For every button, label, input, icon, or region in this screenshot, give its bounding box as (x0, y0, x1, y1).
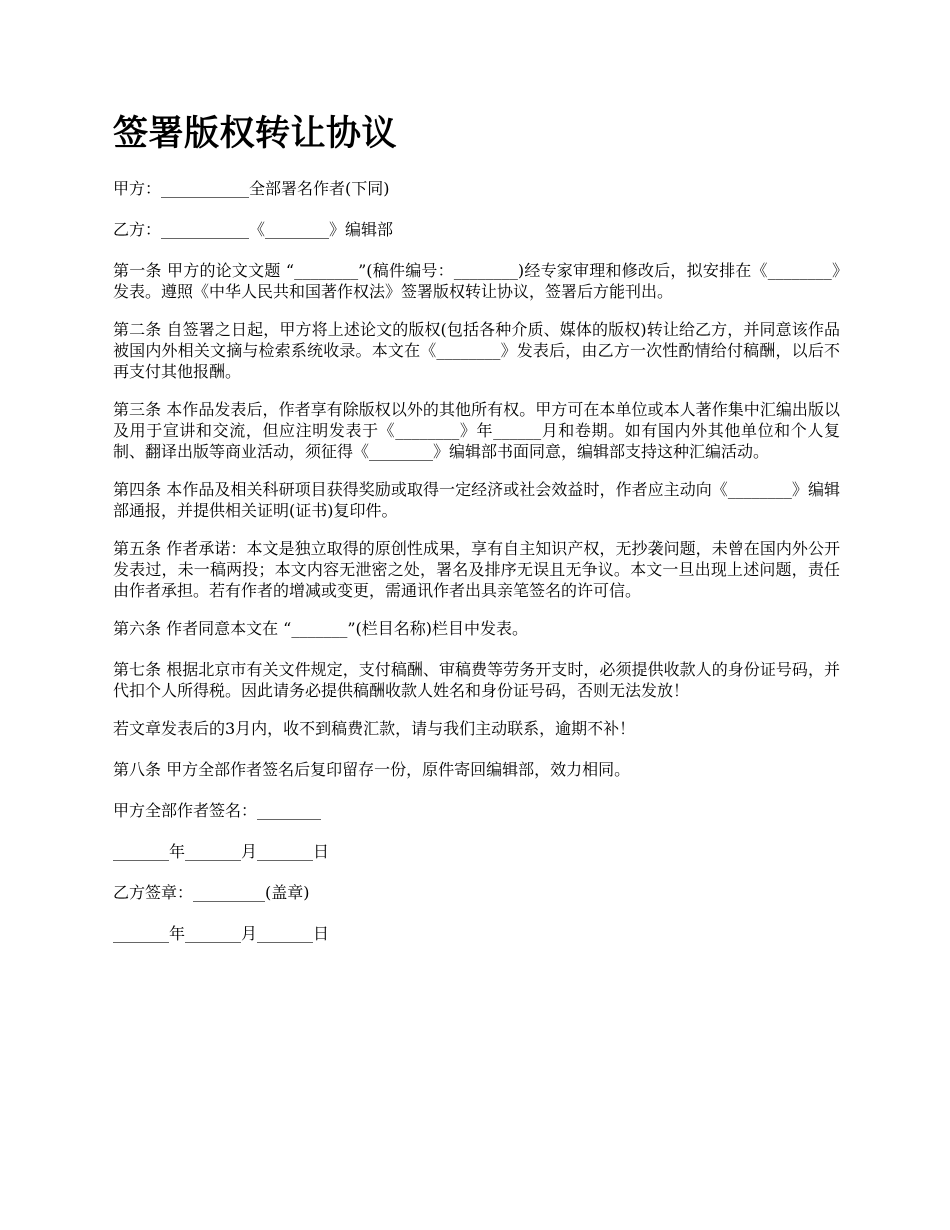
party-b-line: 乙方：___________《________》编辑部 (113, 220, 394, 239)
document-title: 签署版权转让协议 (113, 114, 398, 154)
article-4: 第四条 本作品及相关科研项目获得奖励或取得一定经济或社会效益时，作者应主动向《________》编辑部通报，并提供相关证明(证书)复印件。 (113, 480, 840, 520)
article-8: 第八条 甲方全部作者签名后复印留存一份，原件寄回编辑部，效力相同。 (113, 760, 631, 779)
article-6: 第六条 作者同意本文在 “_______”(栏目名称)栏目中发表。 (113, 619, 529, 638)
article-1: 第一条 甲方的论文文题 “________”(稿件编号：________)经专家审理和修改后，拟安排在《________》发表。遵照《中华人民共和国著作权法》签署版权转让协议，签署后方能刊出。 (113, 261, 840, 301)
document-page (113, 108, 840, 964)
party-a-line: 甲方：___________全部署名作者(下同) (113, 179, 390, 198)
article-2: 第二条 自签署之日起，甲方将上述论文的版权(包括各种介质、媒体的版权)转让给乙方，并同意该作品被国内外相关文摘与检索系统收录。本文在《________》发表后，由乙方一次性酌情给付稿酬，以后不再支付其他报酬。 (113, 320, 840, 381)
party-a-signature-line: 甲方全部作者签名：________ (113, 801, 322, 820)
party-b-date-line: _______年_______月_______日 (113, 924, 330, 943)
party-b-seal-line: 乙方签章：_________(盖章) (113, 883, 310, 902)
article-5: 第五条 作者承诺：本文是独立取得的原创性成果，享有自主知识产权，无抄袭问题，未曾在国内外公开发表过，未一稿两投；本文内容无泄密之处，署名及排序无误且无争议。本文一旦出现上述问题，责任由作者承担。若有作者的增减或变更，需通讯作者出具亲笔签名的许可信。 (113, 539, 840, 600)
party-a-date-line: _______年_______月_______日 (113, 842, 330, 861)
article-3: 第三条 本作品发表后，作者享有除版权以外的其他所有权。甲方可在本单位或本人著作集中汇编出版以及用于宣讲和交流，但应注明发表于《________》年______月和卷期。如有国内外其他单位和个人复制、翻译出版等商业活动，须征得《________》编辑部书面同意，编辑部支持这种汇编活动。 (113, 400, 840, 461)
article-7: 第七条 根据北京市有关文件规定，支付稿酬、审稿费等劳务开支时，必须提供收款人的身份证号码，并代扣个人所得税。因此请务必提供稿酬收款人姓名和身份证号码，否则无法发放！ (113, 660, 840, 700)
payment-notice: 若文章发表后的3月内，收不到稿费汇款，请与我们主动联系，逾期不补！ (113, 719, 636, 738)
